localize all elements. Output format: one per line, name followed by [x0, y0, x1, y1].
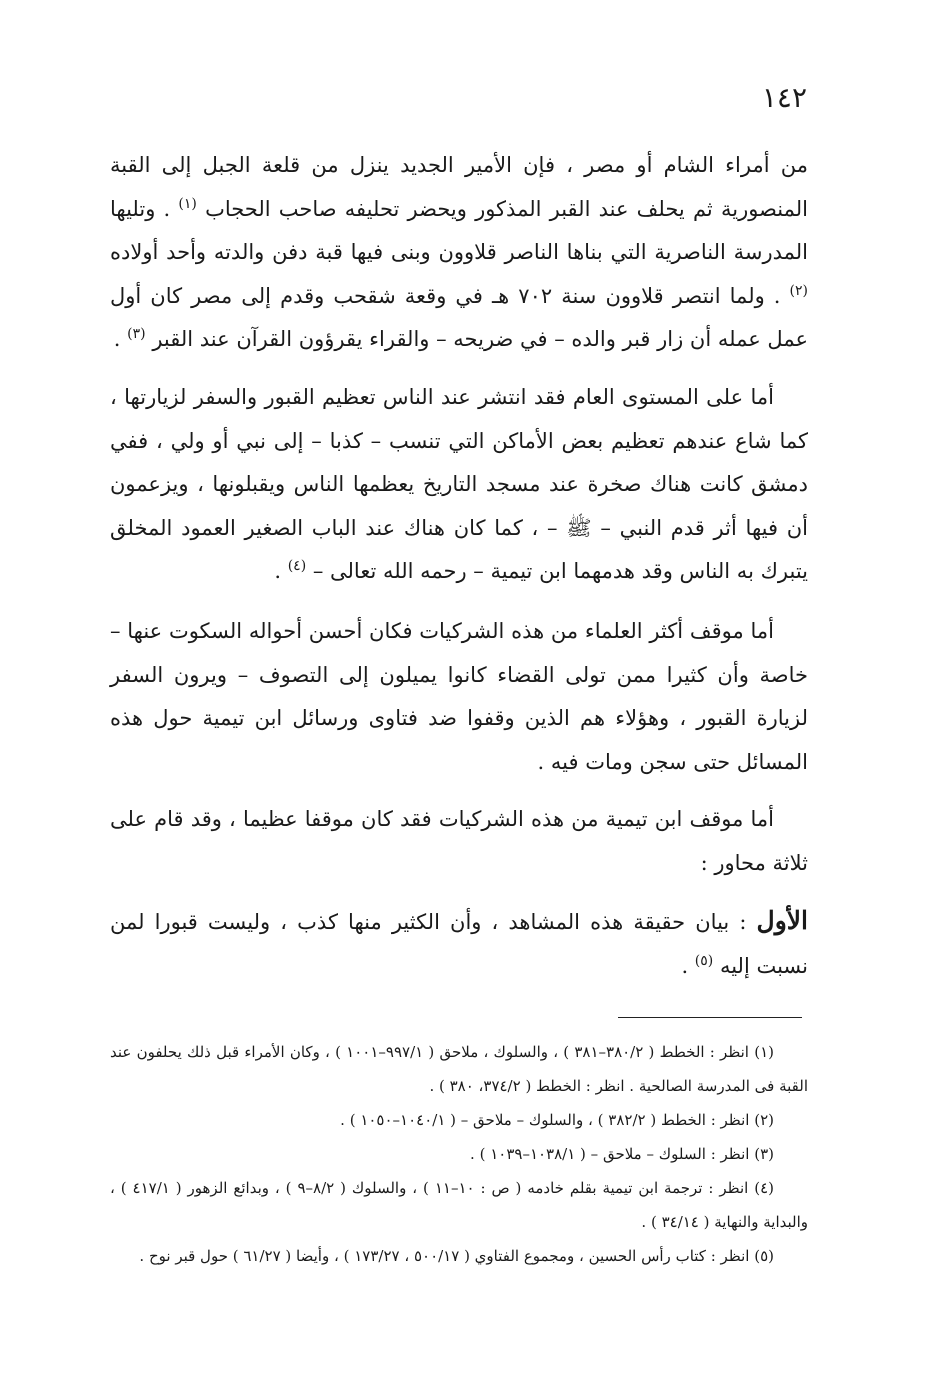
- paragraph-3: [110, 610, 808, 784]
- paragraph-5: [110, 899, 808, 986]
- footnote-ref-3[interactable]: (٣): [127, 326, 146, 342]
- paragraph-1-text-b: . وتليها المدرسة الناصرية التي بناها الناصر قلاوون وبنى فيها قبة دفن والدته وأحد أولاده: [110, 196, 808, 264]
- footnote-ref-1[interactable]: (١): [178, 195, 197, 212]
- footnote-3-text: (٣) انظر : السلوك – ملاحق – ( ١٠٣٨/١–١٠٣٩ ) .: [470, 1145, 774, 1163]
- footnote-ref-2[interactable]: (٢): [789, 282, 808, 299]
- footnote-ref-4[interactable]: (٤): [287, 558, 307, 574]
- footnote-2: [110, 1103, 808, 1137]
- paragraph-4-text: أما موقف ابن تيمية من هذه الشركيات فقد كان موقفا عظيما ، وقد قام على ثلاثة محاور :: [110, 807, 808, 875]
- footnote-5-text: (٥) انظر : كتاب رأس الحسين ، ومجموع الفتاوي ( ٥٠٠/١٧ ، ١٧٣/٢٧ ) ، وأيضا ( ٦١/٢٧ ) حول قبر نوح .: [139, 1247, 774, 1265]
- footnotes: [110, 1035, 808, 1273]
- paragraph-5-text-b: .: [681, 953, 695, 978]
- paragraph-1-text-a: من أمراء الشام أو مصر ، فإن الأمير الجديد ينزل من قلعة الجبل إلى القبة المنصورية ثم يحلف عند القبر المذكور ويحضر تحليفه صاحب الحجاب: [110, 153, 808, 221]
- footnote-divider: [618, 1017, 802, 1018]
- footnote-1-text: (١) انظر : الخطط ( ٣٨٠/٢–٣٨١ ) ، والسلوك ، ملاحق ( ٩٩٧/١–١٠٠١ ) ، وكان الأمراء قبل ذلك يحلفون عند القبة فى المدرسة الصالحية . انظر : الخطط ( ٣٧٤/٢، ٣٨٠ ) .: [110, 1043, 808, 1095]
- paragraph-2-text-b: .: [274, 559, 288, 583]
- paragraph-3-text: أما موقف أكثر العلماء من هذه الشركيات فكان أحسن أحواله السكوت عنها – خاصة وأن كثيرا ممن تولى القضاء كانوا يميلون إلى التصوف – ويرون السفر لزيارة القبور ، وهؤلاء هم الذين وقفوا ضد فتاوى ورسائل ابن تيمية حول هذه المسائل حتى سجن ومات فيه .: [110, 619, 808, 774]
- footnote-4: [110, 1171, 808, 1239]
- lead-word: الأول: [756, 906, 808, 935]
- paragraph-1: [110, 144, 808, 364]
- page-number: ١٤٢: [761, 81, 807, 114]
- footnote-4-text: (٤) انظر : ترجمة ابن تيمية بقلم خادمه ( ص : ١٠–١١ ) ، والسلوك ( ٨/٢–٩ ) ، وبدائع الزهور ( ٤١٧/١ ) ، والبداية والنهاية ( ٣٤/١٤ ) .: [110, 1179, 808, 1231]
- paragraph-1-text-c: . ولما انتصر قلاوون سنة ٧٠٢ هـ في وقعة شقحب وقدم إلى مصر كان أول عمل عمله أن زار قبر والده – في ضريحه – والقراء يقرؤون القرآن عند القبر: [110, 283, 808, 351]
- paragraph-2: [110, 376, 808, 596]
- footnote-5: [110, 1239, 808, 1273]
- footnote-3: [110, 1137, 808, 1171]
- main-text: [110, 144, 808, 986]
- footnote-ref-5[interactable]: (٥): [694, 952, 714, 969]
- paragraph-1-text-d: .: [113, 327, 128, 351]
- paragraph-2-text-a: أما على المستوى العام فقد انتشر عند الناس تعظيم القبور والسفر لزيارتها ، كما شاع عندهم تعظيم بعض الأماكن التي تنسب – كذبا – إلى نبي أو ولي ، ففي دمشق كانت هناك صخرة عند مسجد التاريخ يعظمها الناس ويقبلونها ، ويزعمون أن فيها أثر قدم النبي – ﷺ – ، كما كان هناك عند الباب الصغير العمود المخلق يتبرك به الناس وقد هدمهما ابن تيمية – رحمه الله تعالى –: [110, 385, 808, 583]
- footnote-2-text: (٢) انظر : الخطط ( ٣٨٢/٢ ) ، والسلوك – ملاحق – ( ١٠٤٠/١–١٠٥٠ ) .: [340, 1111, 774, 1129]
- paragraph-5-text-a: : بيان حقيقة هذه المشاهد ، وأن الكثير منها كذب ، وليست قبورا لمن نسبت إليه: [110, 910, 808, 978]
- paragraph-4: [110, 798, 808, 885]
- footnote-1: [110, 1035, 808, 1103]
